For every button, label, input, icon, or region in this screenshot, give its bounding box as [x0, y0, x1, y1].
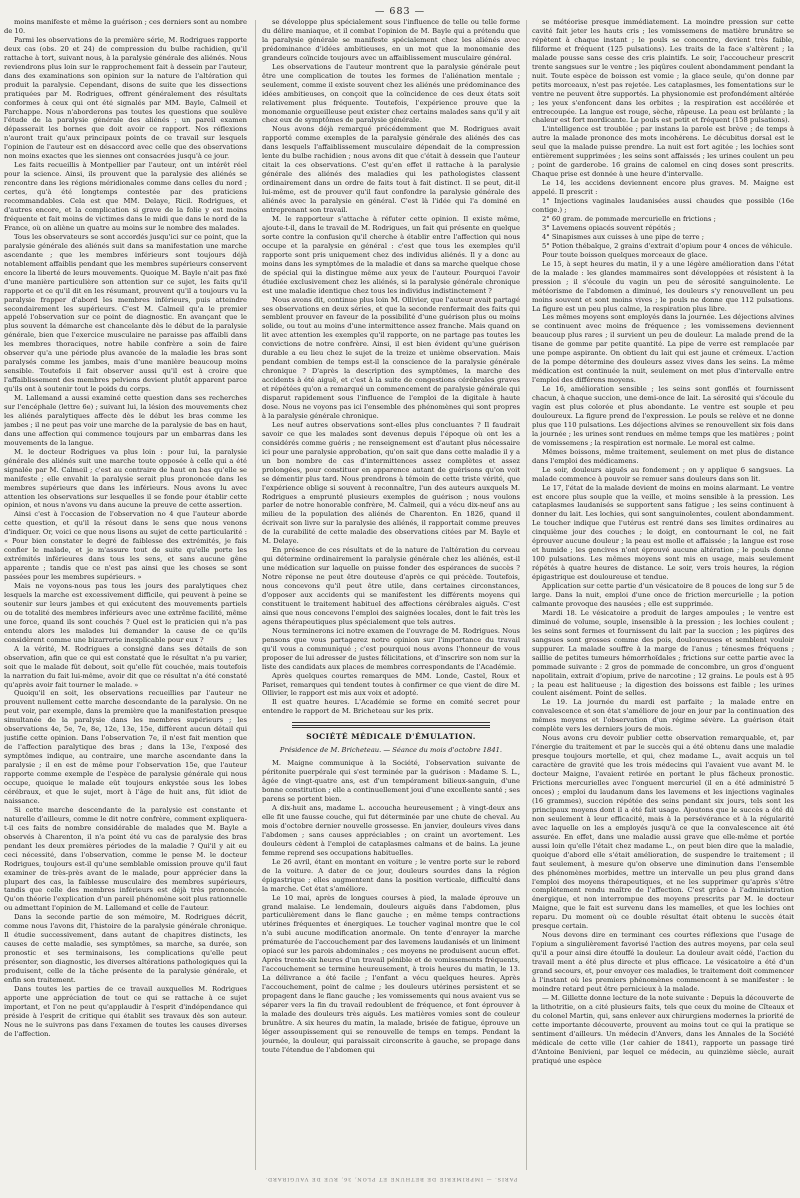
paragraph: 3° Lavemens opiacés souvent répétés ; — [542, 223, 676, 232]
paragraph: Les mêmes moyens sont employés dans la journée. Les déjections alvines se continuent avec moins de fréquence ; les vomissemens deviennent beaucoup plus rares ; il survient un peu de douleur. La malade prend de la tisane de gomme par petite quantité. La pipe de verre est remplacée par une pompe aspirante. On obtient du lait qui est jaune et crémeux. L'action de la pompe détermine des douleurs assez vives dans les seins. La même médication est continuée la nuit, seulement on met plus d'intervalle entre l'emploi des différens moyens. — [532, 313, 794, 385]
paragraph: M. le rapporteur s'attache à réfuter cette opinion. Il existe même, ajoute-t-il, dans le travail de M. Rodrigues, un fait qui présente en quelque sorte contre la confusion qu'il cherche à établir entre l'affection qui nous occupe et la paralysie en général : c'est que tous les exemples qu'il rapporte sont pris uniquement chez des individus aliénés. Il y a donc au moins dans les symptômes de la maladie et dans sa marche quelque chose de spécial qui la distingue même aux yeux de l'auteur. Pourquoi l'avoir étudiée exclusivement chez les aliénés, si la paralysie générale chronique est une maladie identique chez tous les individus indistinctement ? — [262, 214, 520, 295]
paragraph: Le soir, douleurs aiguës au fondement ; on y applique 6 sangsues. La malade commence à pouvoir se remuer sans douleurs dans son lit. — [532, 465, 794, 483]
paragraph: Le 17, l'état de la malade devient de moins en moins alarmant. Le ventre est encore plus souple que la veille, et moins sensible à la pression. Les cataplasmes laudanisés se supportent sans fatigue ; les seins continuent à donner du lait. Les lochies, qui sont sanguinolentes, coulent abondamment. Le toucher indique que l'utérus est rentré dans ses limites ordinaires au cinquième jour des couches ; le doigt, en contournant le col, ne fait éprouver aucune douleur ; la peau est molle et affaissée ; la langue est rose et humide ; les gencives n'ont éprouvé aucune altération ; le pouls donne 100 pulsations. Les mêmes moyens sont mis en usage, mais seulement répétés à quatre heures de distance. Le soir, vers trois heures, la région épigastrique est douloureuse et tendue. — [532, 483, 794, 582]
closing-paragraph: — M. Gillette donne lecture de la note suivante : Depuis la découverte de la lithotritie, on a cité plusieurs faits, tels que ceux du moine de Cîteaux et du colonel Martin, qui, sans enlever aux chirurgiens modernes la priorité de cette importante découverte, prouvent au moins tout ce qui la pratique se sentiment d'ailleurs. Un médecin d'Anvers, dans les Annales de la Société médicale de cette ville (1er cahier de 1841), rapporte un passage tiré d'Antoine Benivieni, par lequel ce médecin, au quinzième siècle, aurait pratiqué une espèce — [532, 993, 794, 1065]
paragraph: A dix-huit ans, madame L. accoucha heureusement ; à vingt-deux ans elle fit une fausse couche, qui fut déterminée par une chute de cheval. Au mois d'octobre dernier nouvelle grossesse. En janvier, douleurs vives dans l'abdomen ; sans causes appréciables ; on craint un avortement. Les douleurs cèdent à l'emploi de cataplasmes calmans et de bains. La jeune femme reprend ses occupations habituelles. — [262, 804, 520, 857]
column-2 — [262, 18, 520, 1176]
paragraph: M. Maigne communique à la Société, l'observation suivante de péritonite puerpérale qui s'est terminée par la guérison : Madame S. L., âgée de vingt-quatre ans, est d'un tempérament bilieux-sanguin, d'une bonne constitution ; elle a continuellement joui d'une excellente santé ; ses parens se portent bien. — [262, 759, 520, 804]
column-divider — [255, 20, 256, 1170]
paragraph: Les observations de l'auteur montrent que la paralysie générale peut être une complication de toutes les formes de l'aliénation mentale ; seulement, comme il existe souvent chez les aliénés une prédominance des idées ambitieuses, on conçoit que la coïncidence de ces deux états soit relativement plus fréquente. Toutefois, l'expérience prouve que la monomanie orgueilleuse peut exister chez certains malades sans qu'il y ait chez eux de symptômes de paralysie générale. — [262, 62, 520, 125]
paragraph: Les neuf autres observations sont-elles plus concluantes ? Il faudrait savoir ce que les malades sont devenus depuis l'époque où ont les a considérés comme guéris ; ne renseignement est d'autant plus nécessaire ici pour une paralysie approbation, qu'on sait que dans cette maladie il y a un bon nombre de cas d'intermittences assez complètes et assez prolongées, pour constituer en apparence autant de guérisons qu'on voit se démentir plus tard. Nous prendrons à témoin de cette triste vérité, que l'expérience oblige si souvent à reconnaître, l'un des auteurs auxquels M. Rodrigues a emprunté plusieurs exemples de guérison ; nous voulons parler de notre honorable confrère, M. Calmeil, qui a vécu dix-neuf ans au milieu de la population des aliénés de Charenton. En 1826, quand il écrivait son livre sur la paralysie des aliénés, il rapportait comme preuves de la curabilité de cette maladie des observations citées par M. Bayle et M. Delaye. — [262, 420, 520, 546]
paragraph: Nous avons dit, continue plus loin M. Ollivier, que l'auteur avait partagé ses observations en deux séries, et que la seconde renfermait des faits qui semblent prouver en faveur de la possibilité d'une guérison plus ou moins solide, ou tout au moins d'une intermittence assez franche. Mais quand on lit avec attention les exemples qu'il rapporte, on ne partage pas toutes les convictions de notre confrère. Ainsi, il est bien évident qu'une guérison durable a eu lieu chez le sujet de la treize et unième observation. Mais pendant combien de temps est-il la conscience de la paralysie générale chronique ? D'après la description des symptômes, la marche des accidents à été aiguë, et c'est à la suite de congestions cérébrales graves et répétées qu'on a remarqué un commencement de paralysie générale qui disparut rapidement sous l'influence de l'emploi de la digitale à haute dose. Nous ne voyons pas ici l'ensemble des phénomènes qui sont propres à la paralysie générale chronique. — [262, 295, 520, 420]
paragraph: A la vérité, M. Rodrigues a consigné dans ses détails de son observation, afin que ce qui est constaté que le résultat n'a pu varier, soit que le malade fût debout, soit qu'elle fût couchée, mais toutefois la narration du fait lui-même, avoir dit que ce résultat n'a été constaté qu'après avoir fait tourner le malade. » — [4, 644, 247, 689]
paragraph: Il est quatre heures. L'Académie se forme en comité secret pour entendre le rapport de M. Bricheteau sur les prix. — [262, 698, 520, 716]
paragraph: En présence de ces résultats et de la nature de l'altération du cerveau qui détermine ordinairement la paralysie générale chez les aliénés, est-il une médication sur laquelle on puisse fonder des espérances de succès ? Notre réponse ne peut être douteuse d'après ce qui précède. Toutefois, nous concevons qu'il peut être utile, dans certaines circonstances, d'opposer aux accidents qui se manifestent les différents moyens qui constituent le traitement habituel des affections cérébrales aiguës. C'est ainsi que nous concevons l'emploi des saignées locales, dont le fait très les agens thérapeutiques plus spécialement que tels autres. — [262, 546, 520, 626]
paragraph: Le 19. La journée du mardi est parfaite ; la malade entre en convalescence et son état s'améliore de jour en jour par la continuation des mêmes moyens et l'observation d'un régime sévère. La guérison était complète vers les derniers jours de mois. — [532, 698, 794, 734]
paragraph: Nous avons cru devoir publier cette observation remarquable, et, par l'énergie du traitement et par le succès qui a été obtenu dans une maladie presque toujours mortelle, et qui, chez madame L., avait acquis un tel caractère de gravité que les trois médecins qui l'avaient vue avant M. le docteur Maigne, l'avaient retirée en portant le plus fâcheux pronostic. Frictions mercurielles avec l'onguent mercuriel (il en a été administré 5 onces) ; emploi du laudanum dans les lavemens et les injections vaginales (16 grammes), succion répétée des seins pendant six jours, tels sont les principaux moyens dont il a été fait usage. Ajoutons que le succès a été dû non seulement à leur efficacité, mais à la persévérance et à la régularité avec laquelle on les a employés jusqu'à ce que la convalescence ait été assurée. En effet, dans une maladie aussi grave que elle-même et portée aussi loin qu'elle l'était chez madame L., on peut bien dire que la maladie, quoique d'abord elle s'était amélioration, de suspendre le traitement ; il faut seulement, à mesure qu'on observe une diminution dans l'ensemble des phénomènes morbides, mettre un intervalle un peu plus grand dans l'emploi des moyens thérapeutiques, et ne les supprimer qu'après s'être complètement rendu maître de l'affection. C'est grâce à l'administration énergique, et non interrompue des moyens prescrits par M. le docteur Maigne, que le fait est survenu dans les mamelles, et que les lochies ont reparu. Du moment où ce double résultat était obtenu le succès était presque certain. — [532, 734, 794, 931]
paragraph: Le 15, à sept heures du matin, il y a une légère amélioration dans l'état de la malade : les glandes mammaires sont développées et résistent à la pression ; il s'écoule du vagin un peu de sérosité sanguinolente. Le météorisme de l'abdomen a diminué, les douleurs s'y renouvellent un peu moins souvent et sont moins vives ; le pouls ne donne que 112 pulsations. La figure est un peu plus calme, la respiration plus libre. — [532, 259, 794, 313]
paragraph: Après quelques courtes remarques de MM. Londe, Castel, Roux et Pariset, remarques qui tendent toutes à confirmer ce que vient de dire M. Ollivier, le rapport est mis aux voix et adopté. — [262, 671, 520, 698]
section-rule — [292, 722, 490, 723]
paragraph: Le 26 avril, étant en montant en voiture ; le ventre porte sur le rebord de la voiture. A dater de ce jour, douleurs sourdes dans la région épigastrique ; elles augmentent dans la position verticale, difficulté dans la marche. Cet état s'améliore. — [262, 857, 520, 893]
paragraph: Le 10 mai, après de longues courses à pied, la malade éprouve un grand malaise. Le lendemain, douleurs aiguës dans l'abdomen, plus particulièrement dans le flanc gauche ; en même temps contractions utérines fréquentes et énergiques. Le toucher vaginal montre que le col n'a subi aucune modification anormale. On tente d'enrayer la marche prématurée de l'accouchement par des lavemens laudanisés et un liniment opiacé sur les parois abdominales ; ces moyens ne produisent aucun effet. Après trente-six heures d'un travail pénible et de vomissements fréquents, l'accouchement se termine heureusement, à trois heures du matin, le 13. La délivrance a été facile ; l'enfant a vécu quelques heures. Après l'accouchement, point de calme ; les douleurs utérines persistent et se propagent dans le flanc gauche ; les vomissements qui nous avaient vus se séparer vers la fin du travail redoublent de fréquence, et font éprouver à la malade des douleurs très aiguës. Les matières vomies sont de couleur brunâtre. A six heures du matin, la malade, brisée de fatigue, éprouve un léger assoupissement qui se renouvelle de temps en temps. Pendant la journée, la douleur, qui paraissait circonscrite à gauche, se propage dans toute l'étendue de l'abdomen qui — [262, 893, 520, 1054]
paragraph: Mêmes boissons, même traitement, seulement on met plus de distance dans l'emploi des médicamens. — [532, 447, 794, 465]
paragraph: Dans la seconde partie de son mémoire, M. Rodrigues décrit, comme nous l'avons dit, l'histoire de la paralysie générale chronique. Il étudie successivement, dans autant de chapitres distincts, les causes de cette maladie, ses symptômes, sa marche, sa durée, son pronostic et ses terminaisons, les complications qu'elle peut présenter, son diagnostic, les diverses altérations pathologiques qui la produisent, celle de la tâche présente de la paralysie générale, et enfin son traitement. — [4, 913, 247, 984]
paragraph: M. le docteur Rodrigues va plus loin : pour lui, la paralysie générale des aliénés suit une marche toute opposée à celle qui a été signalée par M. Calmeil ; c'est au contraire de haut en bas qu'elle se manifeste ; elle envahit la paralysie serait plus prononcée dans les membres supérieurs que dans les inférieurs. Nous avons lu avec attention les observations sur lesquelles il se fonde pour établir cette opinion, et nous n'avons vu dans aucune la preuve de cette assertion. — [4, 447, 247, 510]
section-rule-double — [292, 725, 490, 728]
paragraph: Pour toute boisson quelques morceaux de glace. — [542, 250, 708, 259]
paragraph: Nous terminerons ici notre examen de l'ouvrage de M. Rodrigues. Nous pensons que vous partagerez notre opinion sur l'importance du travail qu'il vous a communiqué ; c'est pourquoi nous avons l'honneur de vous proposer de lui adresser de justes félicitations, et d'inscrire son nom sur la liste des candidats aux places de membres correspondants de l'Académie. — [262, 626, 520, 671]
paragraph: Parmi les observations de la première série, M. Rodrigues rapporte deux cas (obs. 20 et 24) de compression du bulbe rachidien, qu'il rattache à tort, suivant nous, à la paralysie générale des aliénés. Nous reviendrons plus loin sur le rapprochement fait à dessein par l'auteur, dans des examinations son opinion sur la nature de l'altération qui produit la paralysie. Cependant, disons de suite que les dissections pratiquées par M. Rodrigues, offrent généralement des résultats conformes à ceux qui ont été signalés par MM. Bayle, Calmeil et Parchappe. Nous n'aborderons pas toutes les questions que soulève l'étude de la paralysie générale des aliénés ; un pareil examen dépasserait les bornes que doit avoir ce rapport. Nos réflexions n'auront trait qu'aux principaux points de ce travail sur lesquels l'opinion de l'auteur est en désaccord avec celle que des observations non moins exactes que les siennes ont consacrées jusqu'à ce jour. — [4, 35, 247, 161]
academy-report-text — [262, 18, 520, 716]
observation-text — [532, 18, 794, 994]
paragraph: Tous les observateurs se sont accordés jusqu'ici sur ce point, que la paralysie générale des aliénés suit dans sa manifestation une marche ascendante ; que les membres inférieurs sont toujours déjà notablement affaiblis pendant que les membres supérieurs conservent encore la liberté de leurs mouvements. Quoique M. Bayle n'ait pas fixé d'une manière particulière son attention sur ce sujet, les faits qu'il rapporte et ce qu'il dit en les résumant, prouvent qu'il a toujours vu la paralysie frapper d'abord les membres inférieurs, puis atteindre secondairement les supérieurs. C'est M. Calmeil qu'a le premier appelé l'observation sur ce point de diagnostic. En avançant que le plus souvent la démarche est chancelante dès le début de la paralysie générale, bien que l'exercice musculaire ne paraisse pas affaibli dans les membres thoraciques, notre habile confrère a soin de faire observer qu'a une période plus avancée de la maladie les bras sont paralysés comme les jambes, mais d'une manière beaucoup moins sensible. Toutefois il fait observer aussi qu'il est à croire que l'affaiblissement des membres pelviens devient plutôt apparent parce qu'ils ont à soutenir tout le poids du corps. — [4, 232, 247, 394]
paragraph: Le 16, amélioration sensible ; les seins sont gonflés et fournissent chacun, à chaque succion, une demi-once de lait. La sérosité qui s'écoule du vagin est plus colorée et plus abondante. Le ventre est souple et peu douloureux. La figure prend de l'expression. Le pouls se relève et ne donne plus que 110 pulsations. Les déjections alvines se renouvellent six fois dans la journée ; les urines sont rendues en même temps que les matières ; point de vomissemens ; la respiration est normale. Le moral est calme. — [532, 385, 794, 447]
paragraph: Nous devons dire en terminant ces courtes réflexions que l'usage de l'opium a singulièrement favorisé l'action des autres moyens, par cela seul qu'il a pour ainsi dire étouffé la douleur. La douleur avait cédé, l'action du travail ment a été plus directe et plus efficace. Le vésicatoire a été d'un grand secours, et, pour envoyer ces maladies, le traitement doit commencer à l'instant où les premiers phénomènes commencent à se manifester : le moindre retard peut être pernicieux à la malade. — [532, 931, 794, 993]
paragraph: Le 14, les accidens deviennent encore plus graves. M. Maigne est appelé. Il prescrit : — [532, 179, 794, 197]
paragraph: 4° Sinapismes aux cuisses à une pipe de terre ; — [542, 232, 705, 241]
paragraph: Application sur cette partie d'un vésicatoire de 8 pouces de long sur 5 de large. Dans la nuit, emploi d'une once de friction mercurielle ; la potion calmante provoque des nausées ; elle est supprimée. — [532, 582, 794, 608]
paragraph: Mardi 18. Le vésicatoire a produit de larges ampoules ; le ventre est diminué de volume, souple, insensible à la pression ; les lochies coulent ; les seins sont fermes et fournissent du lait par la succion ; les piqûres des sangsues sont grosses comme des pois, douloureuses et semblent vouloir suppurer. La malade souffre à la marge de l'anus ; ténesmes fréquens ; saillie de petites tumeurs hémorrhoïdales ; frictions sur cette partie avec la pommade suivante : 2 gros de pommade de concombre, un gros d'onguent napolitain, extrait d'opium, prive de narcotine ; 12 grains. Le pouls est à 95 ; la peau est halitueuse ; la digestion des boissons est faible ; les urines coulent aisément. Point de selles. — [532, 608, 794, 698]
paragraph: Nous avons déjà remarqué précédemment que M. Rodrigues avait rapporté comme exemples de la paralysie générale des aliénés des cas dans lesquels l'affaiblissement musculaire dépendait de la compression lente du bulbe rachidien ; nous avons dit que c'était à dessein que l'auteur citait la ces observations. C'est qu'en effet il rattache à la paralysie générale des aliénés des maladies qui les pathologistes classent ordinairement dans un ordre de faits tout à fait distinct. Il se peut, dit-il lui-même, est de prouver qu'il faut confondre la paralysie générale des aliénés avec la paralysie en général. C'est là l'idée qui l'a dominé en entreprenant son travail. — [262, 125, 520, 215]
column-3 — [532, 18, 794, 1176]
page-number: — 683 — — [374, 6, 426, 17]
paragraph: 1° Injections vaginales laudanisées aussi chaudes que possible (16e contige.) ; — [532, 197, 794, 215]
paragraph: se développe plus spécialement sous l'influence de telle ou telle forme du délire maniaque, et il combat l'opinion de M. Bayle qui a prétendu que la paralysie générale se manifeste spécialement chez les aliénés avec prédominance d'idées ambitieuses, en un mot que la monomanie des grandeurs coïncide toujours avec un affaiblissement musculaire général. — [262, 18, 520, 62]
section-title: SOCIÉTÉ MÉDICALE D'ÉMULATION. — [306, 732, 476, 742]
paragraph: Les faits recueillis à Montpellier par l'auteur, ont un intérêt réel pour la science. Ainsi, ils prouvent que la paralysie des aliénés se rencontre dans les régions méridionales comme dans celles du nord ; certes, qu'à été longtemps contestée par des praticiens recommandables. Cela est que MM. Delaye, Ricil. Rodrigues, et d'autres encore, et la complication si grave de la folie y est moins fréquente et fait moins de victimes dans le midi que dans le nord de la France, où on aliène un quatre au moins sur le nombre des malades. — [4, 161, 247, 232]
section-subtitle: Présidence de M. Bricheteau. — Séance du mois d'octobre 1841. — [279, 746, 503, 755]
column-1 — [4, 18, 247, 1176]
column-divider — [526, 20, 527, 1170]
paragraph: 5° Potion thébaïque, 2 grains d'extrait d'opium pour 4 onces de véhicule. — [542, 241, 793, 250]
paragraph: 2° 60 gram. de pommade mercurielle en frictions ; — [542, 214, 716, 223]
paragraph: L'intelligence est troublée ; par instans la parole est brève ; de temps à autre la malade prononce des mots incohérens. Le décubitus dorsal est le seul que la malade puisse prendre. La nuit est fort agitée ; les lochies sont entièrement supprimées ; les seins sont affaissés ; les urines coulent un peu ; point de garderobe. 16 grains de calomel en cinq doses sont prescrits. Chaque prise est donnée à une heure d'intervalle. — [532, 125, 794, 179]
paragraph: Ainsi c'est à l'occasion de l'observation no 4 que l'auteur aborde cette question, et qu'il la résout dans le sens que nous venons d'indiquer. Or, voici ce que nous lisons au sujet de cette particularité : « Pour bien constater le degré de faiblesse des extrémités, je fais confier le malade, et je m'assure tout de suite qu'elle porte les extrémités inférieures dans tous les sens, et sans aucune gêne apparente ; tandis que ce n'est pas ainsi que les choses se sont passées pour les membres supérieurs. » — [4, 510, 247, 582]
paragraph: Dans toutes les parties de ce travail auxquelles M. Rodrigues apporte une appréciation de tout ce qui se rattache à ce sujet important, et l'on ne peut qu'applaudir à l'esprit d'indépendance qui préside à l'esprit de critique qui établit ses travaux dès son auteur. Nous ne le suivrons pas dans l'examen de toutes les causes diverses de l'affection. — [4, 984, 247, 1038]
paragraph: se météorise presque immédiatement. La moindre pression sur cette cavité fait jeter les hauts cris ; les vomissemens de matière brunâtre se répètent à chaque instant ; le pouls se concentre, devient très faible, filiforme et fréquent (125 pulsations). Les traits de la face s'altèrent ; la malade pousse sans cesse des cris plaintifs. Le soir, l'accoucheur prescrit trente sangsues sur le ventre ; les piqûres coulent abondamment pendant la nuit. Toute espèce de boisson est vomie ; la glace seule, qu'on donne par petits morceaux, n'est pas rejetée. Les cataplasmes, les fomentations sur le ventre ne peuvent être supportés. La physionomie est profondément altérée ; les yeux s'enfoncent dans les orbites ; la respiration est accélérée et entrecoupée. La langue est rouge, sèche, râpeuse. La peau est brûlante ; la chaleur est fort mordicante. Le pouls est petit et fréquent (158 pulsations). — [532, 18, 794, 125]
paragraph: Si cette marche descendante de la paralysie est constante et naturelle d'ailleurs, comme le dit notre confrère, comment expliquera-t-il ces faits de nombre considérable de malades que M. Bayle a observés à Charenton, il n'a point été vu cas de paralysie des bras pendant les deux premières périodes de la maladie ? Qui'il y ait eu ceci nécessité, dans l'observation, comme le pense M. le docteur Rodrigues, toujours est-il qu'une semblable omission prouve qu'il faut examiner de très-près avant de le malade, pour apprécier dans la plupart des cas, la faiblesse musculaire des membres supérieurs, tandis que celle des membres inférieurs est déjà très prononcée. Qu'on théorie l'explication d'un pareil phénomène soit plus rationnelle ou admettant l'opinion de M. Lallemand et celle de l'auteur. — [4, 805, 247, 913]
paragraph: moins manifeste et même la guérison ; ces derniers sont au nombre de 10. — [4, 18, 247, 35]
printer-footer: PARIS. — IMPRIMERIE DE BETHUNE ET PLON, 36, RUE DE VAUGIRARD. — [264, 1176, 518, 1182]
paragraph: Mais ne voyons-nous pas tous les jours des paralytiques chez lesquels la marche est excessivement difficile, qui peuvent à peine se soutenir sur leurs jambes et qui exécutent des mouvements partiels ou de totalité des membres inférieurs avec une extrême facilité, même une force, quand ils sont couchés ? Quel est le praticien qui n'a pas entendu alors les malades lui demander la cause de ce qu'ils considèrent comme une bizarrerie inexplicable pour eux ? — [4, 582, 247, 644]
paragraph: M. Lallemand a aussi examiné cette question dans ses recherches sur l'encéphale (lettre 6e) ; suivant lui, la lésion des mouvements chez les aliénés paralytiques affecte dès le début les bras comme les jambes ; il ne peut pas voir une marche de la paralysie de bas en haut, dans une affection qui commence toujours par un embarras dans les mouvements de la langue. — [4, 394, 247, 447]
society-report-text — [262, 759, 520, 1054]
paragraph: Quoiqu'il en soit, les observations recueillies par l'auteur ne prouvent nullement cette marche descendante de la paralysie. On ne peut voir, par exemple, dans la première que la manifestation presque simultanée de la paralysie dans les membres supérieurs ; les observations 4e, 5e, 7e, 8e, 12e, 13e, 15e, diffèrent aucun détail qui justifie cette opinion. Dans l'observation 7e, il n'est fait mention que de l'affection paralytique des bras ; dans la 13e, l'exposé des symptômes indique, au contraire, une marche ascendante dans la paralysie ; il en est de même pour l'observation 15e, que l'auteur rapporte comme exemple de l'espèce de paralysie générale qui nous occupe, quoique le malade eût toujours enkystée sous les lobes cérébraux, et que le sujet, mort à l'âge de huit ans, fût idiot de naissance. — [4, 689, 247, 805]
